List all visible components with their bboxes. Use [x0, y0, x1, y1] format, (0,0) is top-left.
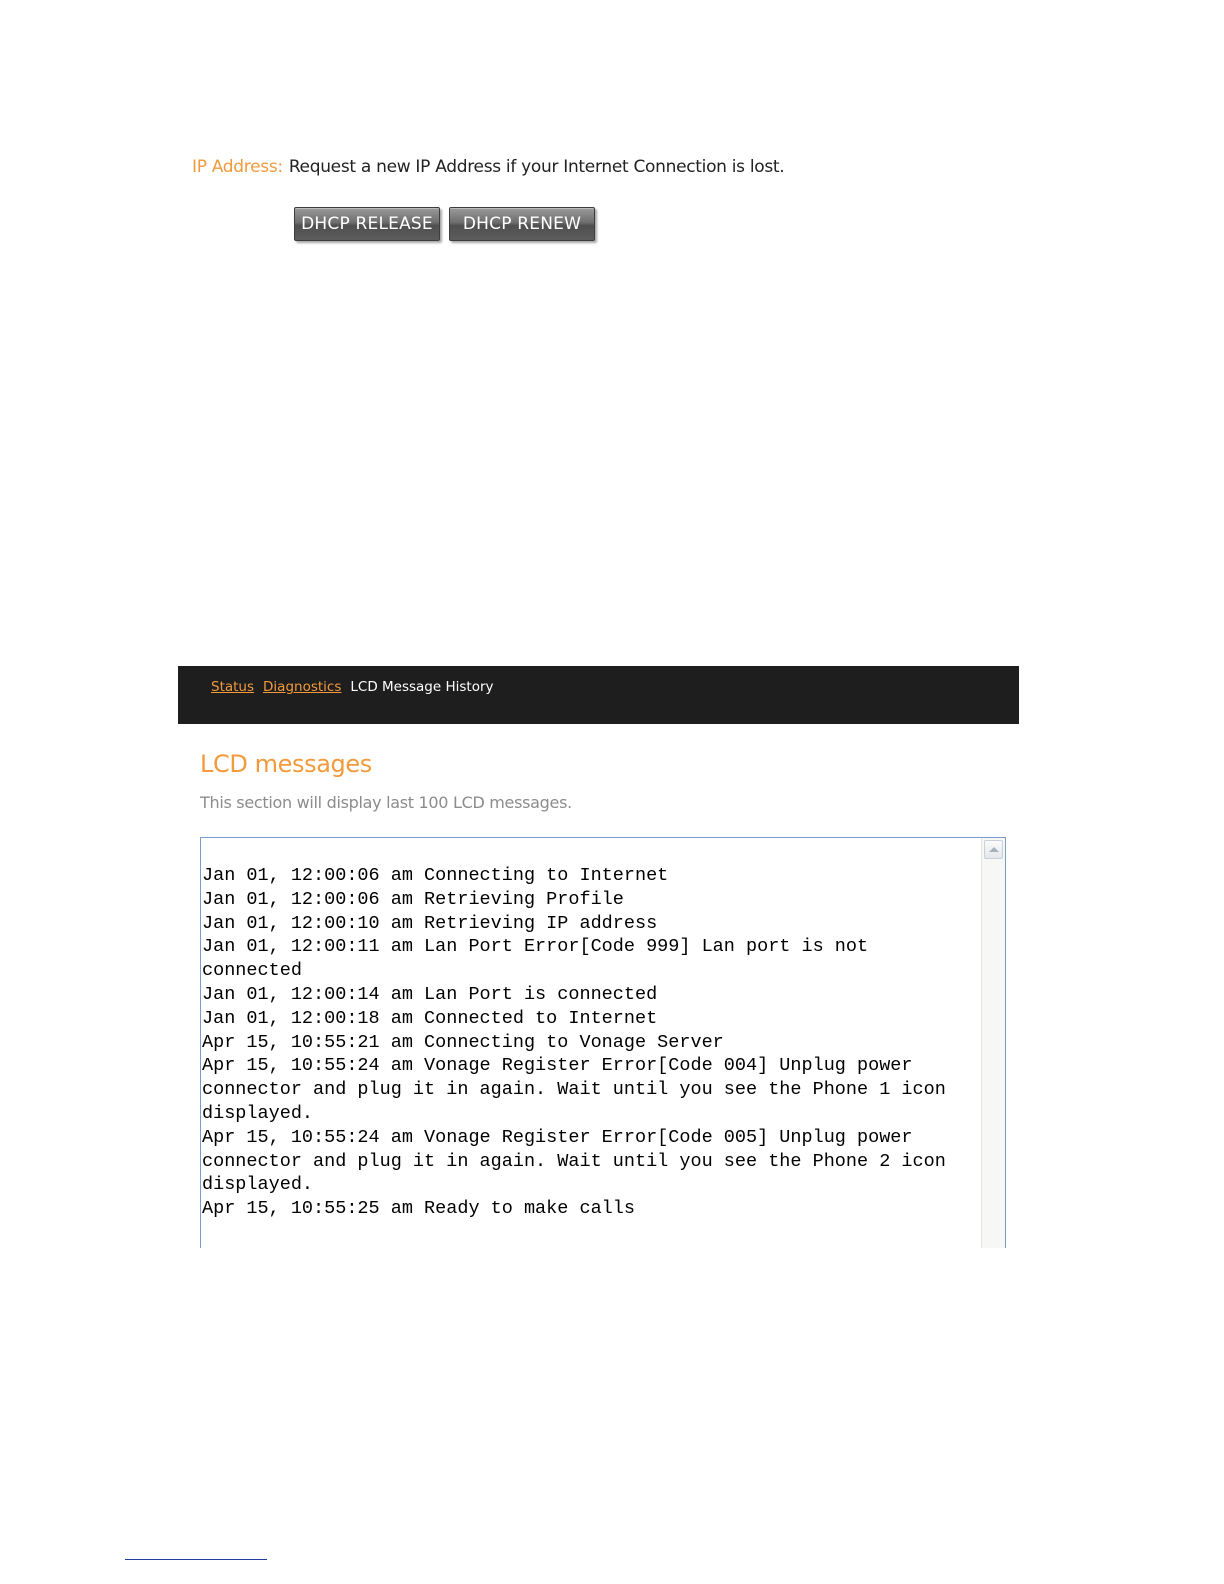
breadcrumb-current: LCD Message History: [350, 679, 494, 695]
ip-address-row: [192, 157, 784, 177]
lcd-message-line: Jan 01, 12:00:14 am Lan Port is connected: [202, 983, 658, 1005]
dhcp-release-button[interactable]: DHCP RELEASE: [294, 207, 440, 241]
page-title: LCD messages: [200, 750, 372, 778]
lcd-message-line: Apr 15, 10:55:24 am Vonage Register Error[Code 004] Unplug power connector and plug it in again. Wait until you see the Phone 1 icon displayed.: [202, 1055, 957, 1124]
breadcrumb-bar: [178, 666, 1019, 724]
lcd-message-line: Apr 15, 10:55:25 am Ready to make calls: [202, 1198, 635, 1220]
breadcrumb-link-status[interactable]: Status: [211, 679, 255, 695]
breadcrumb: [211, 679, 494, 695]
scroll-up-arrow-icon: [989, 847, 999, 852]
footer-divider: [125, 1559, 267, 1560]
ip-address-label: IP Address:: [192, 157, 283, 177]
lcd-message-box[interactable]: [200, 837, 1006, 1248]
lcd-message-line: Jan 01, 12:00:11 am Lan Port Error[Code 999] Lan port is not connected: [202, 936, 880, 982]
section-description: This section will display last 100 LCD messages.: [200, 793, 572, 812]
ip-address-description: Request a new IP Address if your Internet Connection is lost.: [288, 157, 785, 177]
lcd-message-line: Apr 15, 10:55:24 am Vonage Register Error[Code 005] Unplug power connector and plug it in again. Wait until you see the Phone 2 icon displayed.: [202, 1126, 957, 1196]
dhcp-renew-button[interactable]: DHCP RENEW: [449, 207, 595, 241]
lcd-message-line: Apr 15, 10:55:21 am Connecting to Vonage Server: [202, 1031, 724, 1053]
lcd-message-line: Jan 01, 12:00:06 am Connecting to Internet: [202, 865, 669, 886]
scroll-up-button[interactable]: [984, 840, 1003, 859]
breadcrumb-link-diagnostics[interactable]: Diagnostics: [263, 679, 342, 695]
lcd-message-list: [202, 864, 977, 1221]
lcd-message-line: Jan 01, 12:00:06 am Retrieving Profile: [202, 888, 624, 910]
lcd-message-line: Jan 01, 12:00:10 am Retrieving IP address: [202, 912, 658, 934]
lcd-message-line: Jan 01, 12:00:18 am Connected to Internet: [202, 1007, 658, 1029]
vertical-scrollbar[interactable]: [981, 838, 1005, 1248]
